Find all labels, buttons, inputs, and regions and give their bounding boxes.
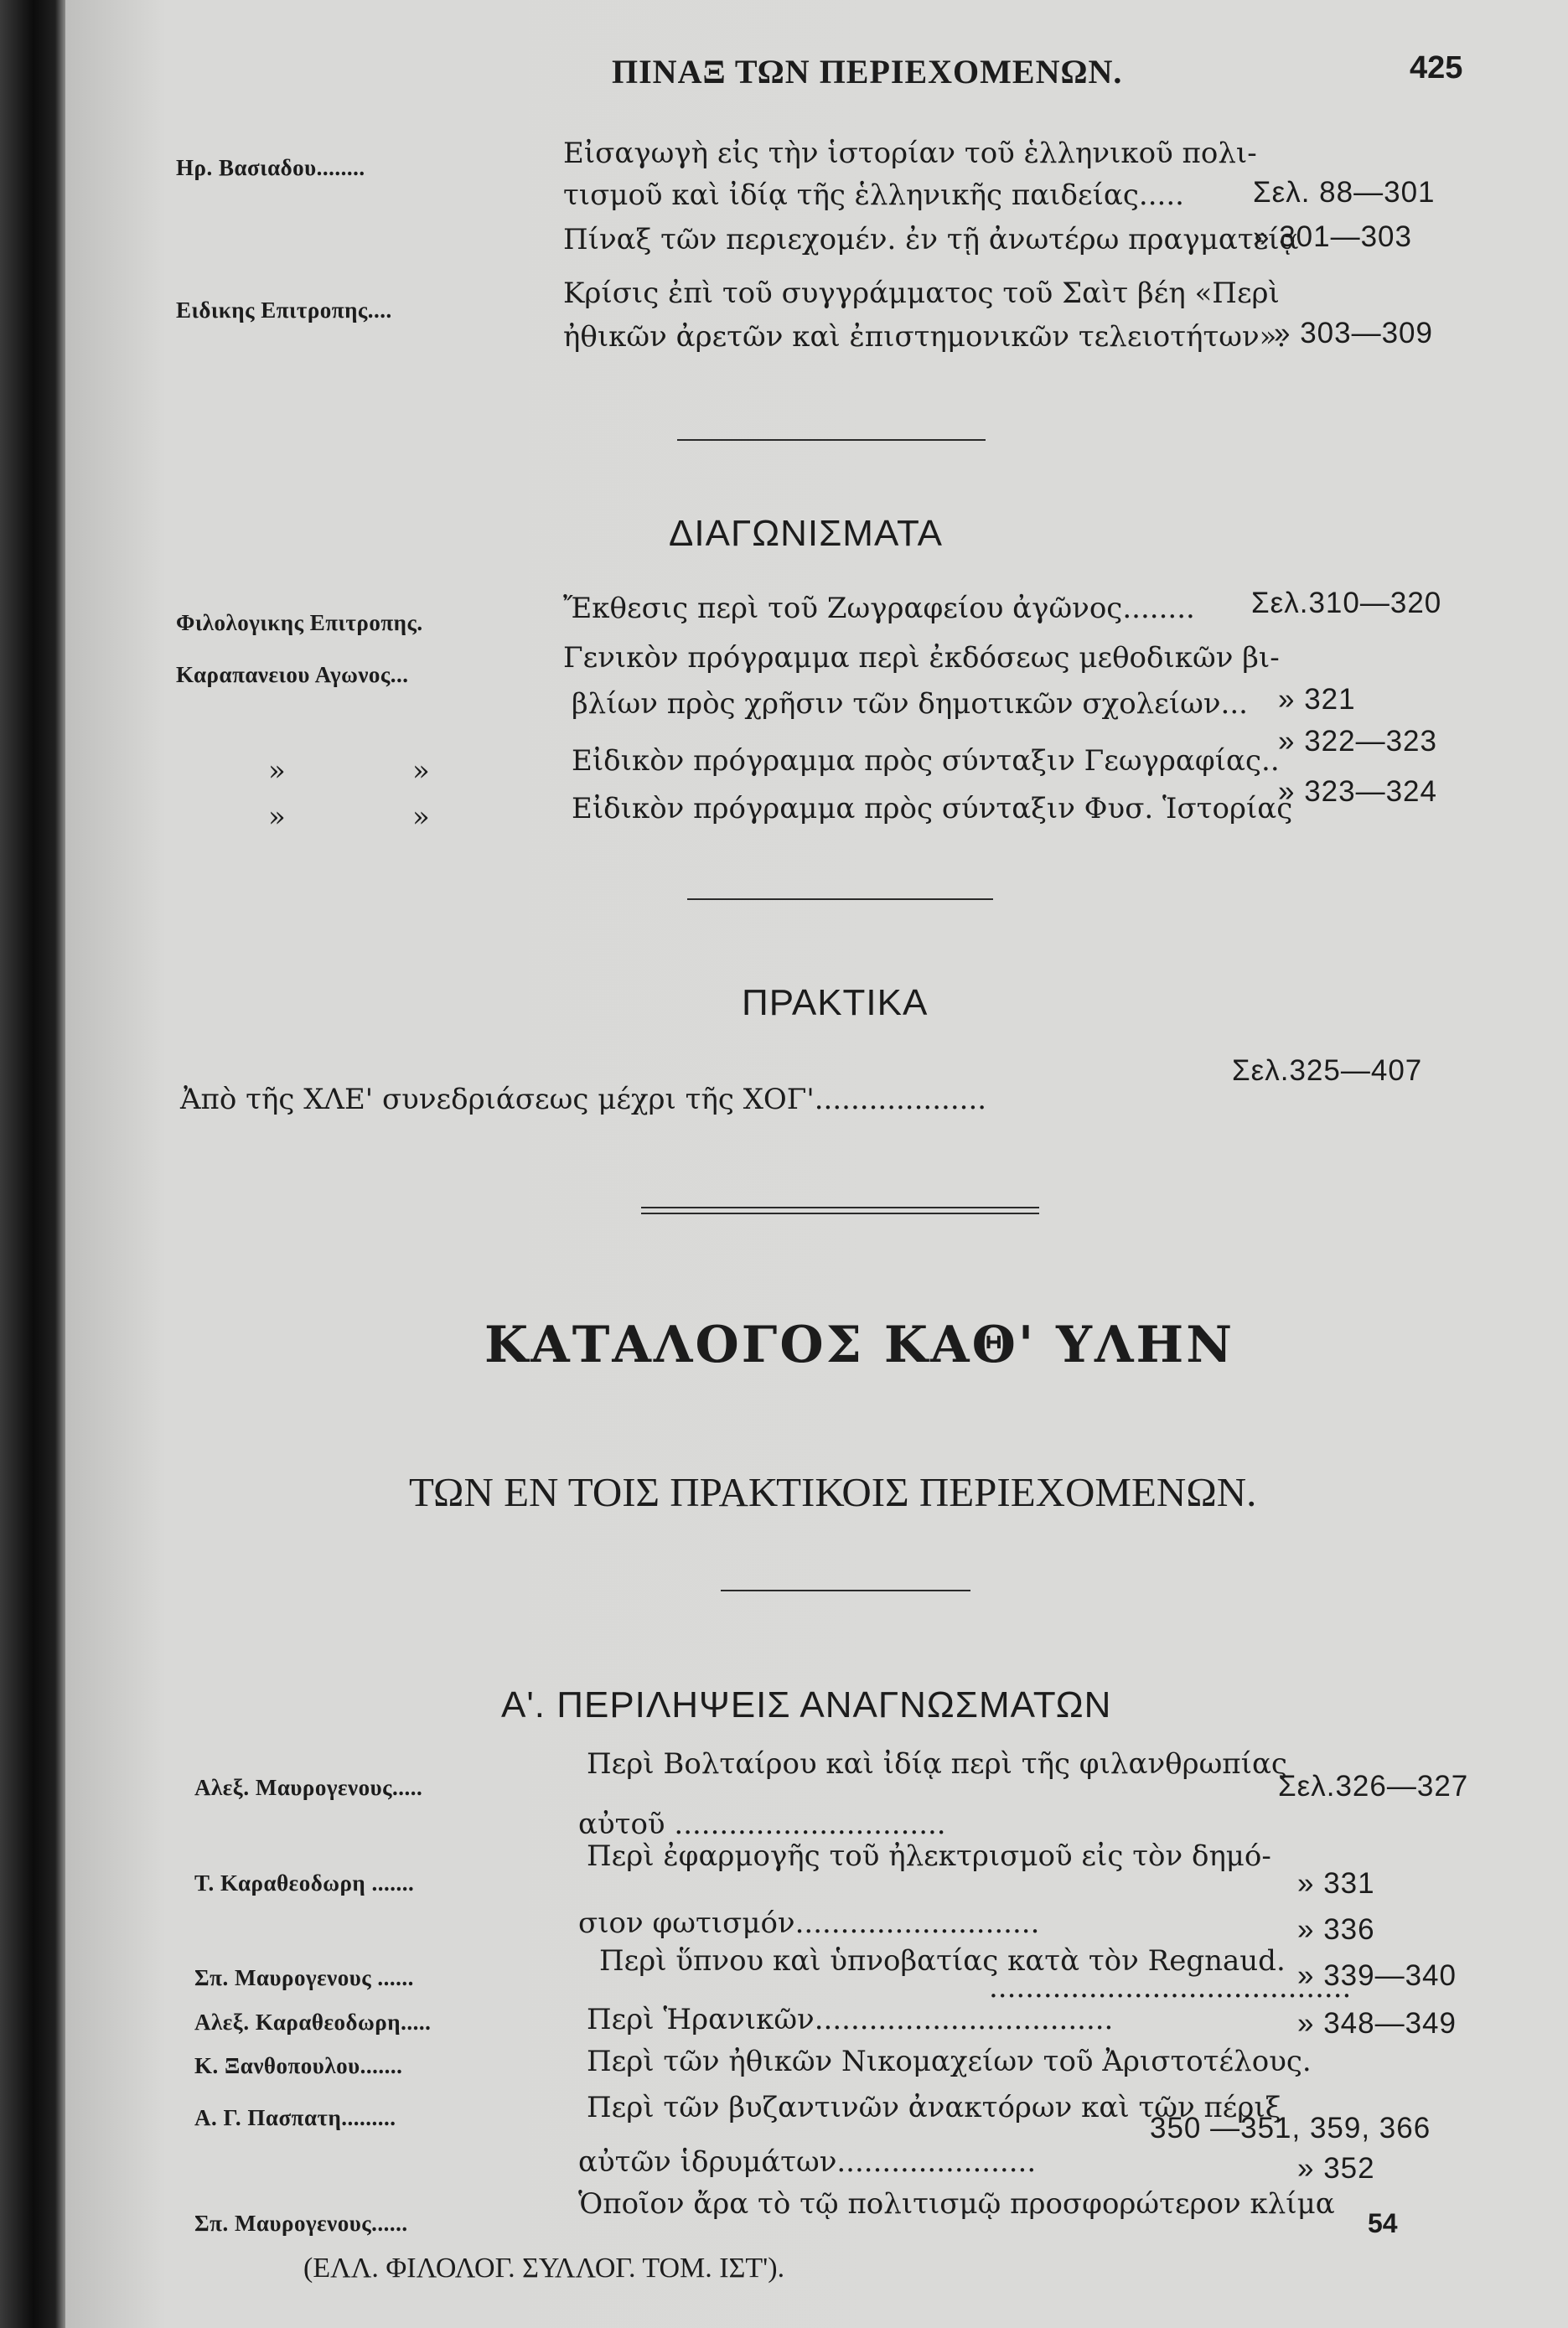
entry-pages: Σελ.310—320	[1251, 587, 1442, 619]
entry-text: Περὶ τῶν βυζαντινῶν ἀνακτόρων καὶ τῶν πέριξ	[587, 2091, 1281, 2124]
page-number: 425	[1410, 50, 1463, 85]
entry-text: Ἀπὸ τῆς ΧΛΕ' συνεδριάσεως μέχρι τῆς ΧΟΓ'...................	[180, 1083, 987, 1116]
entry-text: τισμοῦ καὶ ἰδίᾳ τῆς ἑλληνικῆς παιδείας.....	[563, 178, 1184, 212]
divider	[687, 898, 993, 900]
entry-pages: » 321	[1278, 683, 1356, 716]
footer-note: (ΕΛΛ. ΦΙΛΟΛΟΓ. ΣΥΛΛΟΓ. ΤΟΜ. ΙΣΤ').	[303, 2253, 785, 2284]
entry-pages: Σελ. 88—301	[1253, 176, 1436, 209]
entry-leader: ........................................	[989, 1971, 1352, 2005]
entry-text: Περὶ ὕπνου καὶ ὑπνοβατίας κατὰ τὸν Regnaud.	[599, 1944, 1286, 1978]
entry-text: Ἔκθεσις περὶ τοῦ Ζωγραφείου ἀγῶνος........	[563, 592, 1195, 625]
ditto-mark: »	[412, 754, 430, 788]
section-heading-praktika: ΠΡΑΚΤΙΚΑ	[742, 982, 929, 1023]
running-header: ΠΙΝΑΞ ΤΩΝ ΠΕΡΙΕΧΟΜΕΝΩΝ.	[612, 53, 1123, 91]
author-sp-mavrogenous: Σπ. Μαυρογενους ......	[194, 1965, 414, 1990]
entry-text: Περὶ ἐφαρμογῆς τοῦ ἠλεκτρισμοῦ εἰς τὸν δημό-	[587, 1839, 1271, 1873]
entry-text: Εἰσαγωγὴ εἰς τὴν ἱστορίαν τοῦ ἑλληνικοῦ πολι-	[563, 137, 1257, 170]
entry-pages: » 301—303	[1253, 220, 1412, 253]
entry-text: Περὶ τῶν ἠθικῶν Νικομαχείων τοῦ Ἀριστοτέλους.	[587, 2045, 1312, 2078]
signature-mark: 54	[1368, 2208, 1398, 2238]
ditto-mark: »	[268, 800, 286, 834]
entry-pages: » 339—340	[1297, 1959, 1457, 1992]
author-filologiki-epitropi: Φιλολογικης Επιτροπης.	[176, 610, 423, 635]
author-a-g-paspati: Α. Γ. Πασπατη.........	[194, 2105, 396, 2130]
entry-text: αὐτῶν ἱδρυμάτων......................	[578, 2145, 1037, 2179]
section-heading-diagonismata: ΔΙΑΓΩΝΙΣΜΑΤΑ	[669, 513, 943, 554]
ditto-mark: »	[412, 800, 430, 834]
entry-pages: » 322—323	[1278, 725, 1437, 758]
entry-pages: » 336	[1297, 1913, 1375, 1946]
entry-text: Εἰδικὸν πρόγραμμα πρὸς σύνταξιν Γεωγραφίας..	[572, 744, 1280, 778]
author-t-karatheodori: Τ. Καραθεοδωρη .......	[194, 1870, 415, 1896]
author-k-xanthopoulou: Κ. Ξανθοπουλου.......	[194, 2053, 403, 2078]
author-vasiadou: Ηρ. Βασιαδου........	[176, 155, 365, 180]
catalog-title: ΚΑΤΑΛΟΓΟΣ ΚΑΘ' ΥΛΗΝ	[484, 1316, 1235, 1374]
divider	[677, 439, 986, 441]
entry-text: Εἰδικὸν πρόγραμμα πρὸς σύνταξιν Φυσ. Ἱστορίας	[572, 792, 1293, 825]
entry-text: Πίναξ τῶν περιεχομέν. ἐν τῇ ἀνωτέρω πραγματείᾳ	[563, 223, 1299, 256]
entry-text: Γενικὸν πρόγραμμα περὶ ἐκδόσεως μεθοδικῶν βι-	[563, 641, 1280, 675]
entry-pages: Σελ.325—407	[1232, 1054, 1423, 1087]
author-alex-karatheodori: Αλεξ. Καραθεοδωρη.....	[194, 2010, 432, 2035]
entry-text: σιον φωτισμόν...........................	[578, 1906, 1040, 1940]
ditto-mark: »	[268, 754, 286, 788]
entry-text: ἠθικῶν ἀρετῶν καὶ ἐπιστημονικῶν τελειοτήτων».	[563, 320, 1286, 354]
double-divider	[641, 1207, 1039, 1214]
author-alex-mavrogenous: Αλεξ. Μαυρογενους.....	[194, 1775, 423, 1800]
catalog-subtitle: ΤΩΝ ΕΝ ΤΟΙΣ ΠΡΑΚΤΙΚΟΙΣ ΠΕΡΙΕΧΟΜΕΝΩΝ.	[409, 1469, 1257, 1515]
divider	[721, 1590, 970, 1591]
author-karapaneiou: Καραπανειου Αγωνος...	[176, 662, 409, 687]
entry-text: Ὁποῖον ἄρα τὸ τῷ πολιτισμῷ προσφορώτερον κλίμα	[578, 2187, 1335, 2221]
entry-text: αὐτοῦ ..............................	[578, 1808, 946, 1841]
author-epitropi: Ειδικης Επιτροπης....	[176, 297, 392, 323]
entry-text: Περὶ Ἡρανικῶν.................................	[587, 2003, 1114, 2036]
author-sp-mavrogenous: Σπ. Μαυρογενους......	[194, 2211, 408, 2236]
entry-text: Κρίσις ἐπὶ τοῦ συγγράμματος τοῦ Σαὶτ βέη «Περὶ	[563, 277, 1280, 310]
section-heading-perilipseis: Α'. ΠΕΡΙΛΗΨΕΙΣ ΑΝΑΓΝΩΣΜΑΤΩΝ	[501, 1684, 1112, 1725]
book-spine	[0, 0, 65, 2328]
entry-pages: » 303—309	[1274, 317, 1433, 349]
entry-text: βλίων πρὸς χρῆσιν τῶν δημοτικῶν σχολείων...	[572, 687, 1248, 721]
entry-pages: » 323—324	[1278, 775, 1437, 808]
entry-pages: 350 —351, 359, 366	[1150, 2112, 1431, 2144]
entry-pages: » 331	[1297, 1867, 1375, 1900]
entry-text: Περὶ Βολταίρου καὶ ἰδίᾳ περὶ τῆς φιλανθρωπίας	[587, 1747, 1287, 1781]
entry-pages: » 348—349	[1297, 2007, 1457, 2040]
entry-pages: » 352	[1297, 2152, 1375, 2185]
entry-pages: Σελ.326—327	[1278, 1770, 1469, 1803]
